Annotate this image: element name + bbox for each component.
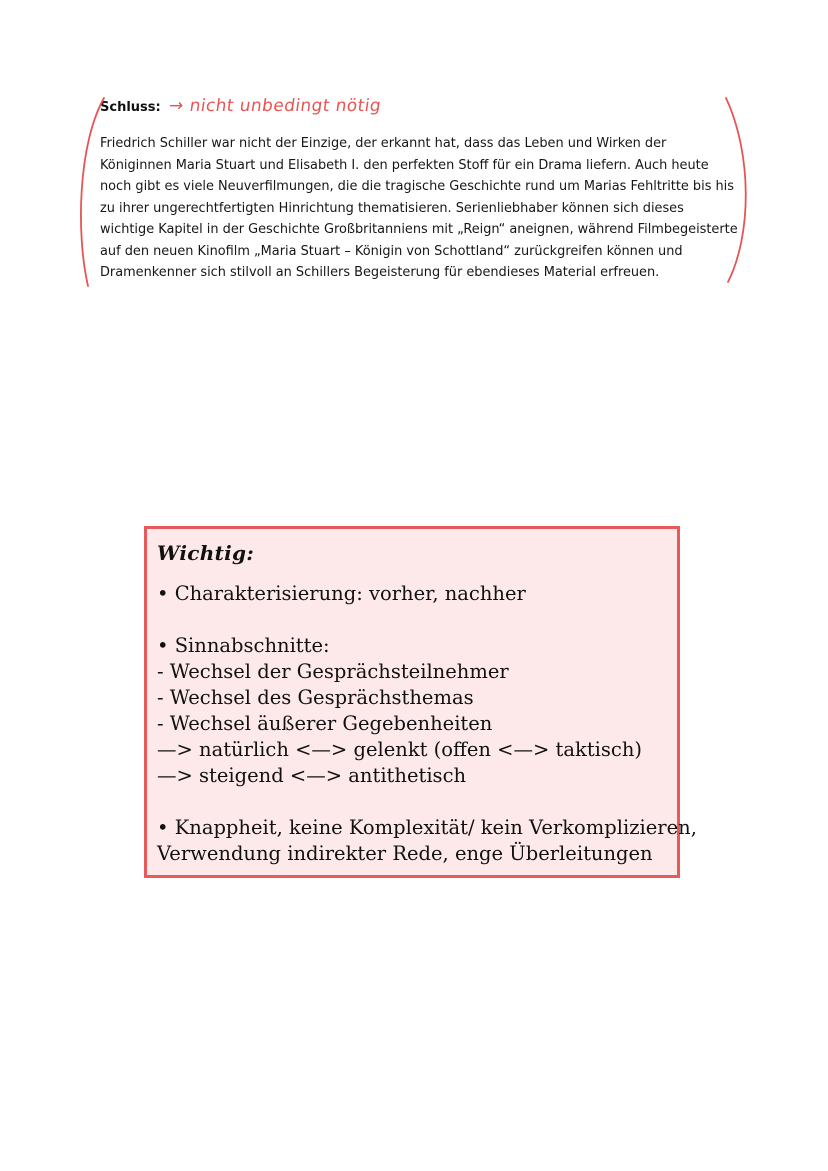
spacer	[157, 607, 667, 633]
list-item: —> steigend <—> antithetisch	[157, 764, 467, 787]
list-item: - Wechsel des Gesprächsthemas	[157, 686, 474, 709]
list-item: - Wechsel der Gesprächsteilnehmer	[157, 660, 509, 683]
annotation-text: nicht unbedingt nötig	[187, 96, 383, 116]
bullet-charakterisierung: • Charakterisierung: vorher, nachher	[157, 582, 526, 605]
schluss-label: Schluss:	[100, 100, 161, 115]
list-item: —> natürlich <—> gelenkt (offen <—> taktisch)	[157, 738, 642, 761]
bullet-sinnabschnitte: • Sinnabschnitte:	[157, 634, 330, 657]
arrow-right-icon: →	[167, 96, 185, 116]
spacer	[157, 789, 667, 815]
list-item: - Wechsel äußerer Gegebenheiten	[157, 712, 493, 735]
handwritten-annotation	[167, 96, 382, 116]
schluss-heading	[100, 96, 381, 116]
wichtig-title: Wichtig:	[157, 541, 255, 565]
wichtig-box	[144, 526, 697, 878]
bullet-knappheit-continued: Verwendung indirekter Rede, enge Überleitungen	[157, 842, 653, 865]
schluss-paragraph: Friedrich Schiller war nicht der Einzige, der erkannt hat, dass das Leben und Wirken der Königinnen Maria Stuart und Elisabeth I. den perfekten Stoff für ein Drama liefern. Auch heute noch gibt es viele Neuverfilmungen, die die tragische Geschichte rund um Marias Fehltritte bis his zu ihrer ungerechtfertigten Hinrichtung thematisieren. Serienliebhaber können sich dieses wichtige Kapitel in der Geschichte Großbritanniens mit „Reign“ aneignen, während Filmbegeisterte auf den neuen Kinofilm „Maria Stuart – Königin von Schottland“ zurückgreifen können und Dramenkenner sich stilvoll an Schillers Begeisterung für ebendieses Material erfreuen.	[100, 136, 738, 280]
bullet-knappheit: • Knappheit, keine Komplexität/ kein Verkomplizieren,	[157, 816, 697, 839]
